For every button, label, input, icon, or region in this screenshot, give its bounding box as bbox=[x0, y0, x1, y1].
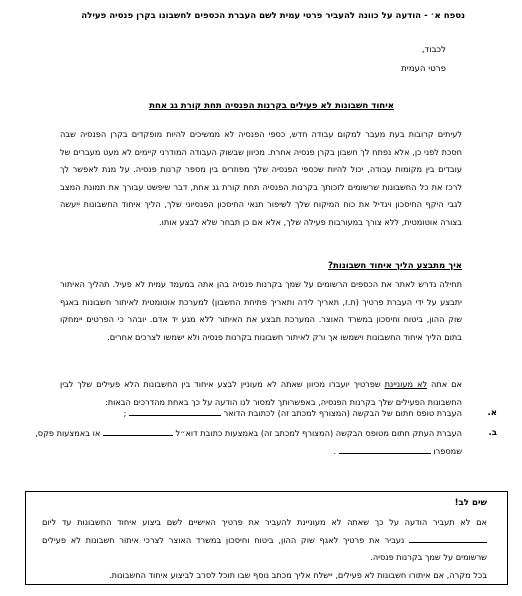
option-a-end: ; bbox=[123, 408, 127, 418]
section-heading: איחוד חשבונות לא פעילים בקרנות הפנסיה תחת קורת גג אחת bbox=[149, 101, 394, 111]
notice-box bbox=[25, 491, 508, 585]
option-b-marker: ב. bbox=[488, 428, 497, 438]
option-b-end: . bbox=[333, 446, 337, 456]
greeting: לכבוד, bbox=[421, 45, 446, 55]
process-subheading: איך מתבצע הליך איחוד חשבונות? bbox=[328, 261, 462, 271]
process-paragraph-text: תחילה נדרש לאתר את הכספים הרשומים על שמך בקרנות פנסיה בהן אתה במעמד עמית לא פעיל. תהליך האיתור יתבצע על ידי העברת פרטיך (ת.ז, תאריך לידה ותאריך פתיחת החשבון) למערכת אוטומטית לאיתור חשבונות באגף שוק ההון, ביטוח וחיסכון במשרד האוצר. המערכת תבצע את האיתור ללא מגע יד אדם. יובהר כי הפרטים יימחקו בתום הליך איחוד החשבונות וישמשו אך ורק לאיתור חשבונות בקרנות פנסיה ולא ישמשו לצרכים אחרים. bbox=[60, 279, 462, 342]
opt-out-underlined: לא מעוניינת bbox=[384, 379, 428, 389]
email-blank[interactable] bbox=[103, 426, 173, 436]
notice-text bbox=[42, 514, 487, 584]
option-b-text: העברת העתק חתום מטופס הבקשה (המצורף למכתב זה) באמצעות כתובת דוא״ל bbox=[175, 428, 462, 438]
mail-address-blank[interactable] bbox=[129, 406, 221, 416]
option-b-line2 bbox=[334, 443, 462, 461]
fax-number-blank[interactable] bbox=[339, 444, 431, 454]
notice-line2: נעביר את פרטיך לאגף שוק ההון, ביטוח וחיסכון במשרד האוצר לצרכי איתור חשבונות לא פעילים שרשומים על שמך בקרנות פנסיה. bbox=[42, 534, 487, 563]
notice-line3: בכל מקרה, אם איתורו חשבונות לא פעילים, יישלח אליך מכתב נוסף שבו תוכל לסרב לביצוע איחוד החשבונות. bbox=[108, 569, 487, 580]
option-a bbox=[124, 405, 462, 423]
fax-label: שמספרו bbox=[433, 446, 462, 456]
intro-paragraph-text: לעיתים קרובות בעת מעבר למקום עבודה חדש, כספי הפנסיה לא ממשיכים להיות מופקדים בקרן הפנסיה שבה חסכת לפני כן, אלא נפתח לך חשבון בקרן פנסיה אחרת. מכיוון שבשוק העבודה המודרני קיימים לא מעט מעברים של עובדים בין מקומות עבודה, יכול להיות שכספי הפנסיה שלך מפוזרים בין מספר קרנות פנסיה. על מנת לאפשר לך לרכז את כל החשבונות שרשומים לזכותך בקרנות הפנסיה תחת קורת גג אחת, דבר שיפשט עבורך את תמונת המצב לגבי היקף החיסכון ויגדיל את כוח המיקוח שלך לשיפור תנאי החיסכון הפנסיוני שלך, הליך איחוד החשבונות ייעשה בצורה אוטומטית, ללא צורך במעורבות פעילה שלך, אלא אם כן תבחר שלא לבצע אותו. bbox=[60, 129, 462, 227]
deadline-date-blank[interactable] bbox=[409, 533, 487, 543]
notice-line1: אם לא תעביר הודעה על כך שאתה לא מעוניינת להעביר את פרטיך האישיים לשם ביצוע איחוד החשבונות עד ליום bbox=[42, 517, 487, 527]
option-b-middle: או באמצעות פקס, bbox=[35, 428, 101, 438]
process-paragraph bbox=[60, 276, 462, 346]
notice-title: שים לב! bbox=[454, 498, 487, 508]
recipient-details: פרטי העמית bbox=[401, 64, 446, 74]
option-a-marker: א. bbox=[487, 408, 497, 418]
opt-out-text: שפרטיך יועברו מכיוון שאתה לא מעוניין לבצע איחוד בין החשבונות הלא פעילים שלך לבין החשבונות הפעילים שלך בקרנות הפנסיה, באפשרותך למסור לנו הודעה על כך באחת מהדרכים הבאות: bbox=[60, 379, 462, 407]
option-b bbox=[35, 425, 462, 443]
option-a-text: העברת טופס חתום של הבקשה (המצורף למכתב זה) לכתובת הדואר bbox=[223, 408, 462, 418]
document-title: נספח א׳ - הודעה על כוונה להעביר פרטי עמית לשם העברת הכספים לחשבונו בקרן פנסיה פעילה bbox=[81, 11, 465, 21]
opt-out-prefix: אם אתה bbox=[430, 379, 462, 389]
intro-paragraph bbox=[60, 126, 462, 232]
